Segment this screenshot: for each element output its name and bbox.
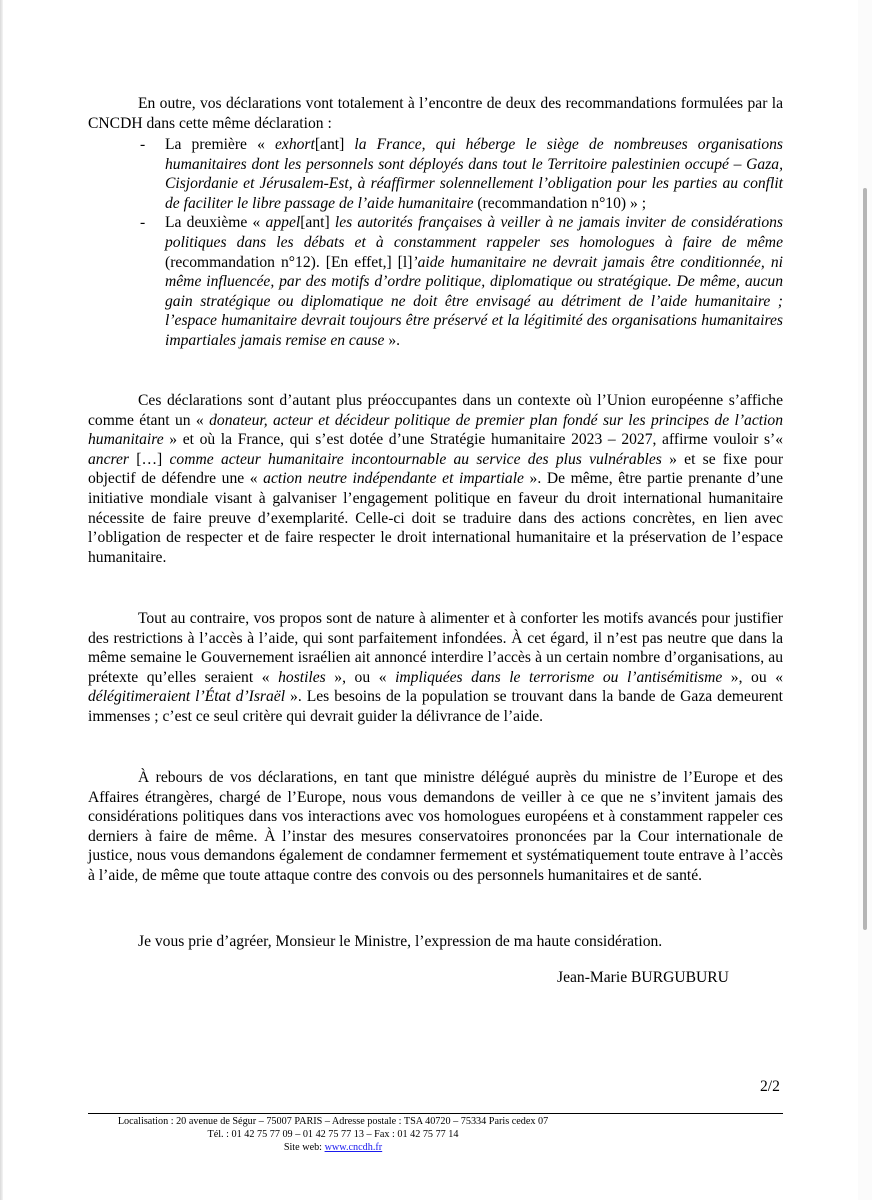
footer-web-label: Site web: (283, 1142, 325, 1153)
paragraph-request (88, 768, 783, 886)
text-run: Tout au contraire, vos propos sont de nature à alimenter et à conforter les motifs avancés pour justifier des restrictions à l’accès à l’aide, qui sont parfaitement infondées. À cet égard, il n’est pas neutre que dans la même semaine le Gouvernement israélien ait annoncé interdire l’accès à un certain nombre d’organisations, au prétexte qu’elles seraient « (88, 610, 783, 686)
footer-phone: Tél. : 01 42 75 77 09 – 01 42 75 77 13 – Fax : 01 42 75 77 14 (207, 1129, 459, 1140)
list-item-text: La deuxième « (165, 214, 266, 232)
quote-run: ancrer (88, 450, 129, 468)
page-edge (0, 0, 3, 1200)
text-run: », ou « (722, 668, 783, 686)
footer-address: Localisation : 20 avenue de Ségur – 75007 PARIS – Adresse postale : TSA 40720 – 75334 Paris cedex 07 (117, 1116, 549, 1127)
quote-run: donateur, acteur et décideur politique de premier plan fondé sur les principes de l’action humanitaire (88, 411, 784, 449)
footer-website (88, 1142, 578, 1155)
text-run: […] (129, 450, 170, 468)
text-run: Ces déclarations sont d’autant plus préoccupantes dans un contexte où l’Union européenne s’affiche comme étant un « (88, 392, 783, 429)
list-item-quote: les autorités françaises à veiller à ne jamais inviter de considérations politiques dans les débats et à constamment rappeler ses homologues à faire de même (165, 214, 783, 251)
closing-formula: Je vous prie d’agréer, Monsieur le Ministre, l’expression de ma haute considération. (138, 933, 663, 950)
quote-run: hostiles (278, 668, 326, 686)
text-run: » et où la France, qui s’est dotée d’une Stratégie humanitaire 2023 – 2027, affirme vouloir s’« (163, 431, 783, 449)
text-run: » et se fixe pour objectif de défendre une « (88, 450, 784, 488)
quote-run: action neutre indépendante et impartiale (263, 470, 524, 488)
list-item-text: ». (384, 331, 401, 349)
page-number: 2/2 (760, 1078, 780, 1095)
paragraph-intro-text: En outre, vos déclarations vont totalement à l’encontre de deux des recommandations formulées par la CNCDH dans cette même déclaration : (88, 95, 783, 132)
list-dash: - (140, 214, 146, 232)
footer-divider (88, 1113, 783, 1114)
list-item-text: La première « (165, 136, 275, 153)
signature-name: Jean-Marie BURGUBURU (557, 969, 729, 986)
paragraph-intro (88, 94, 783, 133)
list-item-bracket: [ant] (300, 214, 330, 232)
paragraph-request-text: À rebours de vos déclarations, en tant que ministre délégué auprès du ministre de l’Europe et des Affaires étrangères, chargé de l’Europe, nous vous demandons de veiller à ce que ne s’invitent jamais des considérations politiques dans vos interactions avec vos homologues européens et à constamment rappeler ces derniers à faire de même. À l’instar des mesures conservatoires prononcées par la Cour internationale de justice, nous vous demandons également de condamner fermement et systématiquement toute entrave à l’accès à l’aide, de même que toute attaque contre des convois ou des personnels humanitaires et de santé. (88, 769, 783, 884)
paragraph-contrary (88, 609, 783, 727)
paragraph-context (88, 391, 783, 567)
list-item-quote: appel (265, 214, 301, 232)
quote-run: impliquées dans le terrorisme ou l’antisémitisme (395, 668, 723, 686)
list-item-text: (recommandation n°10) » ; (473, 194, 647, 212)
scrollbar-track[interactable] (858, 0, 872, 1200)
recommendations-list (140, 135, 783, 351)
paragraph-contrary-text (88, 609, 783, 727)
text-run: ». De même, être partie prenante d’une initiative mondiale visant à galvaniser l’engagement politique en faveur du droit international humanitaire nécessite de faire preuve d’exemplarité. Celle-ci doit se traduire dans des actions concrètes, en lien avec l’obligation de respecter et de faire respecter le droit international humanitaire et la préservation de l’espace humanitaire. (88, 470, 784, 566)
list-item-text: (recommandation n°12). [En effet,] [l] (165, 253, 413, 271)
list-item-quote: exhort (274, 136, 315, 153)
list-item-quote: ’aide humanitaire ne devrait jamais être conditionnée, ni même influencée, par des motifs d’ordre politique, diplomatique ou stratégique. De même, aucun gain stratégique ou diplomatique ne doit être envisagé au détriment de l’aide humanitaire ; l’espace humanitaire devrait toujours être préservé et la légitimité des organisations humanitaires impartiales jamais remise en cause (165, 253, 783, 349)
list-dash: - (140, 136, 146, 153)
list-item-bracket: [ant] (314, 136, 345, 153)
text-run: », ou « (325, 668, 396, 686)
list-item-quote: la France, qui héberge le siège de nombreuses organisations humanitaires dont les personnels sont déployés dans tout le Territoire palestinien occupé – Gaza, Cisjordanie et Jérusalem-Est, à réaffirmer solennellement l’obligation pour les parties au conflit de faciliter le libre passage de l’aide humanitaire (165, 136, 783, 212)
paragraph-context-text (88, 391, 783, 567)
website-link[interactable]: www.cncdh.fr (324, 1142, 383, 1153)
text-run: ». Les besoins de la population se trouvant dans la bande de Gaza demeurent immenses ; c’est ce seul critère qui devrait guider la délivrance de l’aide. (88, 688, 783, 725)
list-item (140, 135, 783, 213)
scrollbar-thumb[interactable] (863, 188, 867, 930)
quote-run: comme acteur humanitaire incontournable au service des plus vulnérables (169, 450, 662, 468)
quote-run: délégitimeraient l’État d’Israël (88, 688, 286, 706)
list-item (140, 213, 783, 350)
